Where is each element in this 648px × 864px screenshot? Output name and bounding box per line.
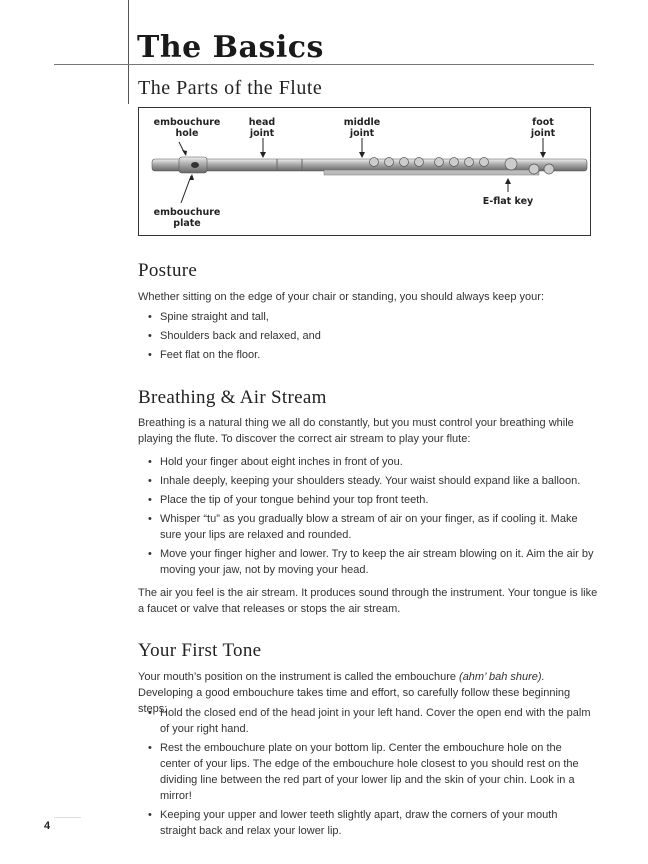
flute-illustration (139, 108, 592, 237)
list-item: • Whisper “tu” as you gradually blow a stream of air on your finger, as if cooling it. Make sure your lips are relaxed and rounded. (148, 511, 594, 543)
list-item: • Place the tip of your tongue behind your top front teeth. (148, 492, 594, 508)
first-tone-list (148, 705, 594, 842)
breathing-outro: The air you feel is the air stream. It produces sound through the instrument. Your tongue is like a faucet or valve that releases or stops the air stream. (138, 587, 598, 615)
list-item: • Hold the closed end of the head joint in your left hand. Cover the open end with the palm of your right hand. (148, 705, 594, 737)
label-middle-joint: middle joint (343, 117, 381, 139)
list-item: • Rest the embouchure plate on your bottom lip. Center the embouchure hole on the center of your lips. The edge of the embouchure hole closest to you should rest on the dividing line between the red part of your lower lip and the skin of your chin. Look in a mirror! (148, 740, 594, 804)
list-item: • Shoulders back and relaxed, and (148, 328, 594, 344)
breathing-list (148, 454, 594, 581)
posture-list (148, 309, 594, 366)
margin-rule-vertical (128, 0, 129, 104)
list-item: • Feet flat on the floor. (148, 347, 594, 363)
breathing-heading: Breathing & Air Stream (138, 387, 327, 408)
label-head-joint: head joint (248, 117, 276, 139)
flute-diagram (138, 107, 591, 236)
breathing-intro: Breathing is a natural thing we all do constantly, but you must control your breathing while playing the flute. To discover the correct air stream to play your flute: (138, 417, 574, 445)
posture-heading: Posture (138, 260, 198, 281)
list-item: • Spine straight and tall, (148, 309, 594, 325)
first-tone-intro: Your mouth’s position on the instrument is called the embouchure (ahm’ bah shure). Developing a good embouchure takes time and effort, so carefully follow these beginning steps: (138, 671, 571, 715)
posture-intro: Whether sitting on the edge of your chair or standing, you should always keep your: (138, 291, 545, 303)
title-rule (54, 64, 594, 65)
list-item: • Hold your finger about eight inches in front of you. (148, 454, 594, 470)
list-item: • Inhale deeply, keeping your shoulders steady. Your waist should expand like a balloon. (148, 473, 594, 489)
label-e-flat-key: E-flat key (482, 196, 534, 207)
list-item: • Keeping your upper and lower teeth slightly apart, draw the corners of your mouth straight back and relax your lower lip. (148, 807, 594, 839)
page-number: 4 (44, 820, 51, 832)
page-number-rule (54, 817, 81, 818)
label-foot-joint: foot joint (530, 117, 556, 139)
section-subtitle: The Parts of the Flute (138, 77, 323, 99)
label-embouchure-hole: embouchure hole (153, 117, 221, 139)
first-tone-heading: Your First Tone (138, 640, 262, 661)
page-title: The Basics (137, 30, 324, 65)
list-item: • Move your finger higher and lower. Try to keep the air stream blowing on it. Aim the air by moving your jaw, not by moving your head. (148, 546, 594, 578)
label-embouchure-plate: embouchure plate (153, 207, 221, 229)
